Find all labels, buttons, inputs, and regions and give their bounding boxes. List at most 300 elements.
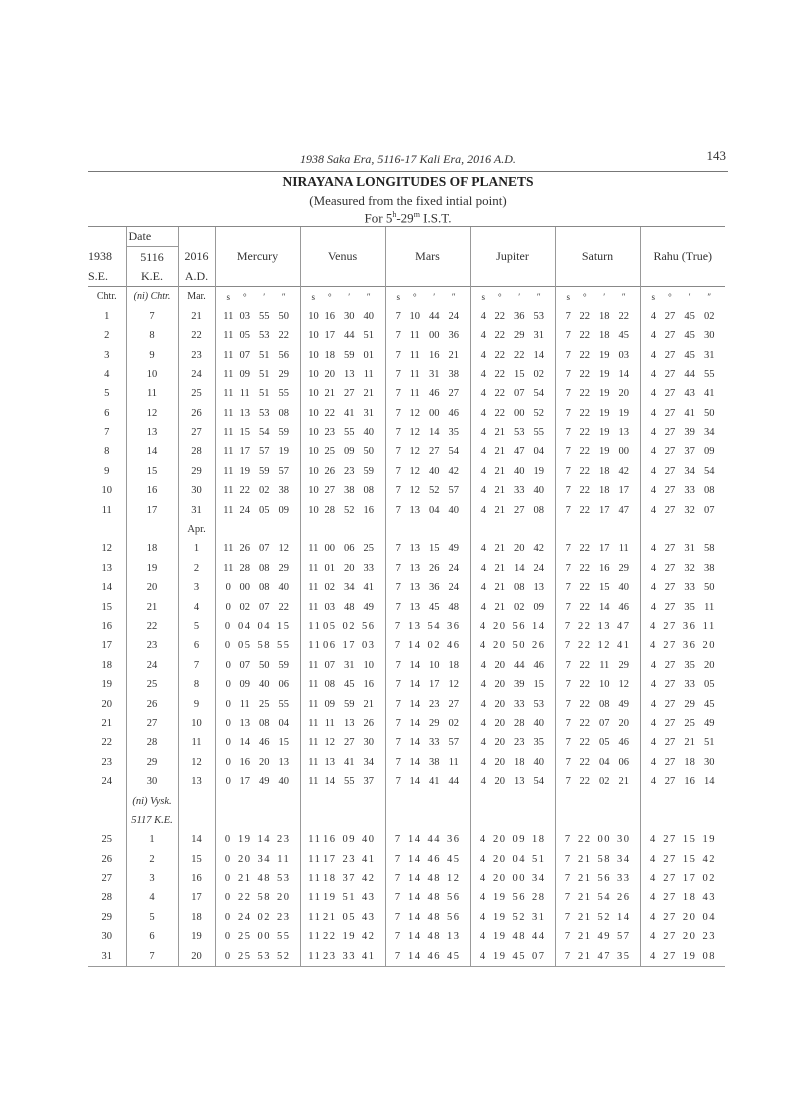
rahu-longitude bbox=[640, 617, 725, 636]
ad-day: 11 bbox=[178, 733, 215, 752]
mars-sign: 7 bbox=[395, 427, 401, 439]
blank-header-cell bbox=[178, 227, 215, 247]
mars-sign: 7 bbox=[395, 582, 401, 594]
saturn-deg: 22 bbox=[579, 601, 590, 613]
saturn-deg: 21 bbox=[578, 892, 592, 904]
rahu-sign: 4 bbox=[650, 349, 656, 361]
mars-deg: 11 bbox=[409, 349, 420, 361]
ke-label: K.E. bbox=[126, 267, 178, 287]
mercury-deg: 20 bbox=[238, 853, 252, 865]
mars-deg: 14 bbox=[408, 640, 422, 652]
rahu-sec: 02 bbox=[702, 873, 716, 885]
saturn-min: 08 bbox=[599, 698, 610, 710]
mercury-sign: 0 bbox=[225, 717, 231, 729]
rahu-sign: 4 bbox=[649, 911, 657, 923]
mars-deg: 14 bbox=[409, 737, 420, 749]
mars-longitude bbox=[385, 908, 470, 927]
mercury-longitude bbox=[215, 365, 300, 384]
mars-sec: 40 bbox=[448, 504, 459, 516]
rahu-sign: 4 bbox=[650, 446, 656, 458]
mercury-sign: 0 bbox=[224, 640, 232, 652]
venus-sec: 40 bbox=[363, 310, 374, 322]
saturn-deg: 22 bbox=[579, 388, 590, 400]
mercury-sec: 11 bbox=[277, 853, 291, 865]
mercury-sec: 40 bbox=[278, 582, 289, 594]
rahu-deg: 27 bbox=[664, 756, 676, 768]
saturn-sec: 35 bbox=[617, 950, 631, 962]
jupiter-sec: 24 bbox=[533, 562, 544, 574]
jupiter-longitude bbox=[470, 869, 555, 888]
blank-cell bbox=[555, 791, 640, 810]
rahu-deg: 27 bbox=[664, 562, 676, 574]
table-header bbox=[88, 227, 725, 307]
jupiter-sign: 4 bbox=[480, 446, 486, 458]
jupiter-sign: 4 bbox=[479, 911, 487, 923]
mars-longitude bbox=[385, 442, 470, 461]
venus-min: 09 bbox=[344, 446, 355, 458]
rahu-min: 15 bbox=[682, 834, 697, 846]
se-day: 20 bbox=[101, 698, 112, 710]
mars-min: 15 bbox=[429, 543, 440, 555]
saturn-min: 00 bbox=[597, 834, 611, 846]
mercury-sec: 53 bbox=[277, 873, 291, 885]
mercury-sign: 0 bbox=[225, 659, 231, 671]
rahu-sec: 43 bbox=[702, 892, 716, 904]
jupiter-longitude bbox=[470, 500, 555, 519]
venus-deg: 28 bbox=[324, 504, 335, 516]
jupiter-min: 28 bbox=[514, 717, 525, 729]
venus-sign: 11 bbox=[308, 834, 322, 846]
jupiter-min: 56 bbox=[512, 621, 526, 632]
venus-min: 52 bbox=[344, 504, 355, 516]
mercury-sign: 11 bbox=[223, 446, 234, 458]
mars-sign: 7 bbox=[394, 931, 402, 943]
venus-longitude bbox=[300, 462, 385, 481]
ke-day: 23 bbox=[126, 636, 178, 655]
mars-longitude bbox=[385, 869, 470, 888]
venus-longitude bbox=[300, 442, 385, 461]
mercury-sign: 0 bbox=[224, 621, 232, 632]
ke-day: 21 bbox=[126, 597, 178, 616]
saturn-sign: 7 bbox=[565, 679, 571, 691]
mars-deg: 13 bbox=[409, 562, 420, 574]
blank-cell bbox=[385, 811, 470, 830]
mars-sec: 12 bbox=[448, 679, 459, 691]
mercury-deg: 26 bbox=[239, 543, 250, 555]
blank-cell bbox=[640, 791, 725, 810]
saturn-deg: 22 bbox=[579, 368, 590, 380]
venus-min: 23 bbox=[342, 853, 356, 865]
se-day: 29 bbox=[101, 911, 112, 923]
jupiter-deg: 21 bbox=[494, 504, 505, 516]
blank-cell bbox=[215, 520, 300, 539]
mercury-longitude bbox=[215, 869, 300, 888]
saturn-sign: 7 bbox=[565, 659, 571, 671]
jupiter-sec: 55 bbox=[533, 427, 544, 439]
saturn-deg: 22 bbox=[579, 562, 590, 574]
se-day: 30 bbox=[101, 931, 112, 943]
rahu-longitude bbox=[640, 946, 725, 966]
blank-cell bbox=[88, 520, 126, 539]
table-row bbox=[88, 462, 725, 481]
saturn-deg: 22 bbox=[578, 640, 592, 652]
saturn-deg: 22 bbox=[579, 679, 590, 691]
jupiter-sign: 4 bbox=[480, 465, 486, 477]
mercury-sign: 11 bbox=[223, 388, 234, 400]
jupiter-min: 14 bbox=[514, 562, 525, 574]
mercury-min: 58 bbox=[257, 640, 271, 652]
saturn-sign: 7 bbox=[564, 834, 572, 846]
jupiter-longitude bbox=[470, 656, 555, 675]
saturn-longitude bbox=[555, 617, 640, 636]
se-day: 17 bbox=[101, 640, 112, 652]
jupiter-sec: 07 bbox=[532, 950, 546, 962]
mars-sec: 21 bbox=[448, 349, 459, 361]
venus-deg: 07 bbox=[324, 659, 335, 671]
mercury-sign: 0 bbox=[224, 911, 232, 923]
unit-label: s bbox=[396, 291, 400, 302]
se-day: 15 bbox=[101, 601, 112, 613]
mars-min: 54 bbox=[427, 621, 441, 632]
venus-longitude bbox=[300, 850, 385, 869]
rahu-deg: 27 bbox=[663, 621, 677, 632]
rahu-sign: 4 bbox=[650, 427, 656, 439]
saturn-sign: 7 bbox=[564, 853, 572, 865]
saturn-longitude bbox=[555, 384, 640, 403]
mercury-longitude bbox=[215, 578, 300, 597]
blank-cell bbox=[470, 520, 555, 539]
mars-longitude bbox=[385, 772, 470, 791]
venus-sec: 49 bbox=[363, 601, 374, 613]
jupiter-min: 02 bbox=[514, 601, 525, 613]
rahu-min: 25 bbox=[684, 717, 695, 729]
unit-label: ° bbox=[242, 291, 247, 302]
se-day: 28 bbox=[101, 892, 112, 904]
rahu-sign: 4 bbox=[650, 330, 656, 342]
saturn-longitude bbox=[555, 946, 640, 966]
jupiter-min: 36 bbox=[514, 310, 525, 322]
saturn-min: 18 bbox=[599, 330, 610, 342]
unit-label: ° bbox=[412, 291, 417, 302]
rahu-longitude bbox=[640, 345, 725, 364]
saturn-sign: 7 bbox=[565, 446, 571, 458]
mercury-sec: 59 bbox=[278, 427, 289, 439]
venus-min: 27 bbox=[344, 388, 355, 400]
mercury-longitude bbox=[215, 636, 300, 655]
jupiter-sec: 14 bbox=[533, 349, 544, 361]
rahu-min: 33 bbox=[684, 485, 695, 497]
mercury-min: 05 bbox=[259, 504, 270, 516]
units-mercury bbox=[215, 287, 300, 307]
saturn-sign: 7 bbox=[565, 737, 571, 749]
mars-longitude bbox=[385, 481, 470, 500]
mars-min: 41 bbox=[429, 776, 440, 788]
mars-sign: 7 bbox=[395, 659, 401, 671]
ke-day: 3 bbox=[126, 869, 178, 888]
rahu-min: 29 bbox=[684, 698, 695, 710]
mercury-sec: 55 bbox=[277, 931, 291, 943]
jupiter-sec: 13 bbox=[533, 582, 544, 594]
mars-deg: 13 bbox=[408, 621, 422, 632]
rahu-sec: 07 bbox=[703, 504, 715, 516]
unit-label: s bbox=[566, 291, 570, 302]
mars-min: 17 bbox=[429, 679, 440, 691]
ad-day: 25 bbox=[178, 384, 215, 403]
rahu-longitude bbox=[640, 423, 725, 442]
jupiter-sign: 4 bbox=[479, 950, 487, 962]
saturn-deg: 21 bbox=[578, 931, 592, 943]
units-jupiter bbox=[470, 287, 555, 307]
mercury-min: 02 bbox=[259, 485, 270, 497]
mars-sign: 7 bbox=[394, 834, 402, 846]
venus-deg: 16 bbox=[323, 834, 337, 846]
ad-day: 27 bbox=[178, 423, 215, 442]
mars-deg: 11 bbox=[409, 388, 420, 400]
jupiter-min: 44 bbox=[514, 659, 525, 671]
mercury-longitude bbox=[215, 500, 300, 519]
jupiter-deg: 22 bbox=[494, 330, 505, 342]
saturn-min: 02 bbox=[599, 776, 610, 788]
jupiter-sec: 19 bbox=[533, 465, 544, 477]
mars-header: Mars bbox=[385, 227, 470, 287]
saturn-sec: 03 bbox=[618, 349, 629, 361]
saturn-sec: 40 bbox=[618, 582, 629, 594]
table-row bbox=[88, 753, 725, 772]
saturn-deg: 21 bbox=[578, 873, 592, 885]
saturn-sign: 7 bbox=[565, 582, 571, 594]
jupiter-longitude bbox=[470, 597, 555, 616]
venus-sec: 42 bbox=[362, 873, 376, 885]
mercury-min: 08 bbox=[259, 717, 270, 729]
mars-min: 46 bbox=[427, 950, 441, 962]
saturn-min: 58 bbox=[597, 853, 611, 865]
venus-sign: 11 bbox=[308, 950, 322, 962]
page-subtitle: (Measured from the fixed intial point) bbox=[309, 193, 507, 208]
mars-sec: 24 bbox=[448, 562, 459, 574]
venus-longitude bbox=[300, 365, 385, 384]
rahu-min: 43 bbox=[684, 388, 695, 400]
month-se: Chtr. bbox=[88, 287, 126, 307]
venus-sec: 42 bbox=[362, 931, 376, 943]
venus-min: 59 bbox=[344, 698, 355, 710]
rahu-sec: 30 bbox=[703, 330, 715, 342]
ad-day: 2 bbox=[178, 559, 215, 578]
saturn-sec: 29 bbox=[618, 562, 629, 574]
ad-day: 9 bbox=[178, 694, 215, 713]
saturn-sec: 22 bbox=[618, 310, 629, 322]
mars-longitude bbox=[385, 578, 470, 597]
table-row bbox=[88, 578, 725, 597]
saturn-sign: 7 bbox=[565, 504, 571, 516]
venus-min: 55 bbox=[344, 776, 355, 788]
jupiter-sec: 26 bbox=[532, 640, 546, 652]
venus-longitude bbox=[300, 597, 385, 616]
ke-day: 22 bbox=[126, 617, 178, 636]
saturn-sec: 29 bbox=[618, 659, 629, 671]
saturn-sign: 7 bbox=[565, 388, 571, 400]
blank-cell bbox=[88, 811, 126, 830]
mars-longitude bbox=[385, 753, 470, 772]
rahu-min: 35 bbox=[684, 601, 695, 613]
mars-min: 29 bbox=[429, 717, 440, 729]
rahu-sec: 14 bbox=[703, 776, 715, 788]
mercury-longitude bbox=[215, 404, 300, 423]
mercury-min: 08 bbox=[259, 582, 270, 594]
jupiter-deg: 19 bbox=[493, 950, 507, 962]
venus-deg: 23 bbox=[323, 950, 337, 962]
mars-longitude bbox=[385, 500, 470, 519]
mercury-sign: 0 bbox=[224, 873, 232, 885]
saturn-sec: 20 bbox=[618, 717, 629, 729]
rahu-deg: 27 bbox=[664, 659, 676, 671]
mars-min: 48 bbox=[427, 873, 441, 885]
mars-longitude bbox=[385, 559, 470, 578]
venus-header: Venus bbox=[300, 227, 385, 287]
venus-longitude bbox=[300, 946, 385, 966]
section-break-row bbox=[88, 811, 725, 830]
mercury-sign: 11 bbox=[223, 349, 234, 361]
jupiter-deg: 22 bbox=[494, 368, 505, 380]
rahu-sec: 50 bbox=[703, 582, 715, 594]
saturn-sign: 7 bbox=[565, 310, 571, 322]
jupiter-sign: 4 bbox=[480, 679, 486, 691]
venus-sec: 31 bbox=[363, 407, 374, 419]
jupiter-sign: 4 bbox=[480, 349, 486, 361]
running-head bbox=[88, 148, 728, 170]
mars-sec: 27 bbox=[448, 698, 459, 710]
saturn-sign: 7 bbox=[565, 601, 571, 613]
rahu-sec: 50 bbox=[703, 407, 715, 419]
jupiter-deg: 21 bbox=[494, 601, 505, 613]
mercury-longitude bbox=[215, 888, 300, 907]
se-day: 25 bbox=[101, 834, 112, 846]
mars-deg: 13 bbox=[409, 582, 420, 594]
saturn-sec: 42 bbox=[618, 465, 629, 477]
mercury-deg: 07 bbox=[239, 659, 250, 671]
saturn-deg: 22 bbox=[579, 485, 590, 497]
ke-day: 7 bbox=[126, 946, 178, 966]
rahu-min: 33 bbox=[684, 582, 695, 594]
mercury-longitude bbox=[215, 753, 300, 772]
venus-longitude bbox=[300, 772, 385, 791]
rahu-deg: 27 bbox=[664, 543, 676, 555]
rahu-longitude bbox=[640, 888, 725, 907]
saturn-longitude bbox=[555, 927, 640, 946]
jupiter-sign: 4 bbox=[479, 621, 487, 632]
mars-sign: 7 bbox=[395, 368, 401, 380]
mars-sign: 7 bbox=[395, 310, 401, 322]
mercury-deg: 22 bbox=[238, 892, 252, 904]
saturn-min: 04 bbox=[599, 756, 610, 768]
time-hour-sup: h bbox=[392, 210, 397, 219]
mercury-min: 08 bbox=[259, 562, 270, 574]
ke-day: 24 bbox=[126, 656, 178, 675]
jupiter-sec: 31 bbox=[533, 330, 544, 342]
mercury-sec: 22 bbox=[278, 330, 289, 342]
ad-day: 23 bbox=[178, 345, 215, 364]
ad-day: 24 bbox=[178, 365, 215, 384]
saturn-longitude bbox=[555, 423, 640, 442]
jupiter-deg: 21 bbox=[494, 446, 505, 458]
table-row bbox=[88, 733, 725, 752]
mars-sec: 46 bbox=[448, 407, 459, 419]
mercury-longitude bbox=[215, 733, 300, 752]
ad-day: 18 bbox=[178, 908, 215, 927]
jupiter-deg: 21 bbox=[494, 543, 505, 555]
rahu-deg: 27 bbox=[663, 950, 677, 962]
mercury-deg: 11 bbox=[239, 698, 250, 710]
rahu-min: 20 bbox=[682, 911, 697, 923]
mars-deg: 14 bbox=[408, 950, 422, 962]
jupiter-deg: 21 bbox=[494, 485, 505, 497]
jupiter-sign: 4 bbox=[480, 717, 486, 729]
venus-longitude bbox=[300, 481, 385, 500]
unit-label: ° bbox=[582, 291, 587, 302]
se-day: 18 bbox=[101, 659, 112, 671]
mars-sec: 45 bbox=[447, 950, 461, 962]
jupiter-longitude bbox=[470, 462, 555, 481]
mars-sign: 7 bbox=[395, 349, 401, 361]
mercury-min: 55 bbox=[259, 310, 270, 322]
table-row bbox=[88, 946, 725, 966]
blank-cell bbox=[215, 791, 300, 810]
rahu-sec: 20 bbox=[703, 659, 715, 671]
saturn-sec: 12 bbox=[618, 679, 629, 691]
blank-cell bbox=[215, 811, 300, 830]
venus-deg: 25 bbox=[324, 446, 335, 458]
venus-sec: 37 bbox=[363, 776, 374, 788]
jupiter-longitude bbox=[470, 481, 555, 500]
rahu-sign: 4 bbox=[650, 407, 656, 419]
jupiter-sec: 51 bbox=[532, 853, 546, 865]
mars-min: 48 bbox=[427, 911, 441, 923]
mercury-deg: 19 bbox=[239, 465, 250, 477]
mars-min: 33 bbox=[429, 737, 440, 749]
rahu-min: 45 bbox=[684, 310, 695, 322]
venus-deg: 18 bbox=[324, 349, 335, 361]
rahu-min: 18 bbox=[684, 756, 695, 768]
ke-year: 5116 bbox=[126, 247, 178, 267]
venus-min: 41 bbox=[344, 756, 355, 768]
venus-sign: 10 bbox=[308, 485, 319, 497]
mars-longitude bbox=[385, 927, 470, 946]
jupiter-sec: 53 bbox=[533, 698, 544, 710]
rahu-deg: 27 bbox=[664, 776, 676, 788]
mars-sign: 7 bbox=[395, 504, 401, 516]
ad-day: 16 bbox=[178, 869, 215, 888]
ad-day: 4 bbox=[178, 597, 215, 616]
saturn-sign: 7 bbox=[565, 465, 571, 477]
mercury-sec: 38 bbox=[278, 485, 289, 497]
saturn-deg: 22 bbox=[579, 446, 590, 458]
venus-longitude bbox=[300, 888, 385, 907]
mercury-min: 02 bbox=[257, 911, 271, 923]
rahu-sec: 38 bbox=[703, 562, 715, 574]
ad-day: 21 bbox=[178, 307, 215, 326]
mercury-sec: 06 bbox=[278, 679, 289, 691]
jupiter-min: 29 bbox=[514, 330, 525, 342]
mercury-sign: 0 bbox=[225, 679, 231, 691]
venus-sign: 11 bbox=[308, 582, 319, 594]
saturn-longitude bbox=[555, 539, 640, 558]
saturn-longitude bbox=[555, 597, 640, 616]
jupiter-deg: 22 bbox=[494, 310, 505, 322]
mars-deg: 14 bbox=[408, 834, 422, 846]
rahu-min: 35 bbox=[684, 659, 695, 671]
venus-longitude bbox=[300, 869, 385, 888]
ke-day: 8 bbox=[126, 326, 178, 345]
rahu-sign: 4 bbox=[649, 621, 657, 632]
